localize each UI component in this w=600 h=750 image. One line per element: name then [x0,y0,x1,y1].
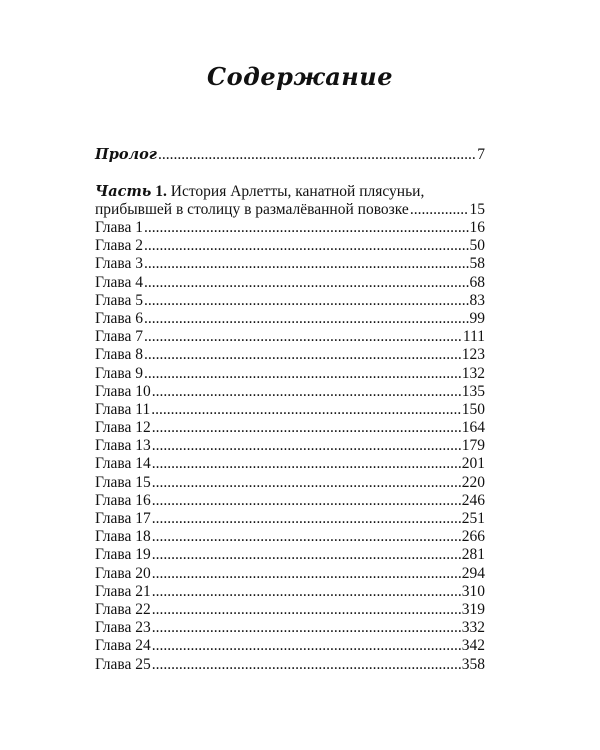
dot-leader [152,492,461,510]
dot-leader [152,583,461,601]
dot-leader [152,546,461,564]
toc-entry-page: 7 [477,146,485,163]
dot-leader [152,637,461,655]
toc-entry-chapter[interactable] [95,601,485,619]
dot-leader [152,455,461,473]
toc-entry-label: Глава 23 [95,619,151,637]
toc-entry-label: Глава 20 [95,564,151,582]
toc-entry-page: 83 [469,291,485,309]
part-number: 1. [155,183,167,200]
toc-entry-chapter[interactable] [95,474,485,492]
toc-entry-page: 266 [461,528,485,546]
dot-leader [152,510,461,528]
toc-entry-chapter[interactable] [95,274,485,292]
dot-leader [152,601,461,619]
toc-chapter-list [95,219,485,674]
part-prefix: Часть [95,183,152,200]
toc-entry-label: Глава 10 [95,382,151,400]
toc-entry-label: Глава 11 [95,400,151,418]
toc-entry-page: 201 [461,455,485,473]
toc-entry-page: 310 [461,582,485,600]
toc-entry-page: 150 [461,400,485,418]
toc-entry-page: 319 [461,600,485,618]
toc-entry-label: Глава 1 [95,219,144,236]
toc-part-1 [95,183,485,219]
toc-entry-page: 135 [461,382,485,400]
toc-entry-chapter[interactable] [95,401,485,419]
dot-leader [152,419,461,437]
toc-entry-chapter[interactable] [95,419,485,437]
toc-entry-label: Глава 14 [95,455,151,473]
toc-entry-chapter[interactable] [95,255,485,273]
toc-entry-chapter[interactable] [95,237,485,255]
toc-entry-label: Глава 15 [95,473,151,491]
toc-entry-label: Глава 4 [95,273,144,291]
toc-entry-page: 16 [469,219,485,236]
toc-entry-chapter[interactable] [95,546,485,564]
toc-entry-page: 294 [461,564,485,582]
toc-entry-page: 164 [461,419,485,437]
toc-entry-page: 58 [469,255,485,273]
toc-entry-label: Глава 17 [95,510,151,527]
dot-leader [144,365,461,383]
toc-entry-page: 68 [469,273,485,291]
toc-entry-label: Глава 3 [95,255,144,273]
toc-entry-page: 251 [461,510,485,527]
dot-leader [144,255,468,273]
toc-entry-label: Глава 19 [95,546,151,564]
toc-entry-page: 220 [461,473,485,491]
part-title-line2: прибывшей в столицу в размалёванной повозке [95,201,409,219]
toc-entry-page: 246 [461,491,485,509]
toc-entry-label: Глава 24 [95,637,151,655]
dot-leader [152,656,461,674]
toc-entry-chapter[interactable] [95,492,485,510]
toc-entry-label: Глава 12 [95,419,151,437]
toc-entry-label: Пролог [95,146,157,163]
toc-entry-label: Глава 25 [95,655,151,673]
toc-prolog [95,146,485,164]
dot-leader [152,383,461,401]
toc-entry-page: 50 [469,237,485,255]
toc-entry-page: 111 [462,328,485,346]
toc-entry-label: Глава 16 [95,491,151,509]
toc-entry-label: Глава 21 [95,582,151,600]
toc-entry-page: 99 [469,309,485,327]
toc-entry-chapter[interactable] [95,656,485,674]
toc-entry-chapter[interactable] [95,510,485,528]
toc-entry-chapter[interactable] [95,346,485,364]
toc-entry-page: 358 [461,655,485,673]
toc-entry-chapter[interactable] [95,619,485,637]
toc-entry-page: 281 [461,546,485,564]
toc-entry-label: Глава 6 [95,309,144,327]
toc-entry-label: Глава 7 [95,328,144,346]
toc-entry-label: Глава 9 [95,364,144,382]
toc-entry-chapter[interactable] [95,328,485,346]
toc-part-heading[interactable] [95,183,485,201]
toc-entry-chapter[interactable] [95,455,485,473]
dot-leader [152,437,461,455]
dot-leader [158,146,476,164]
toc-entry-label: Глава 5 [95,291,144,309]
toc-entry-chapter[interactable] [95,219,485,237]
toc-entry-chapter[interactable] [95,528,485,546]
toc-entry-chapter[interactable] [95,565,485,583]
dot-leader [144,346,461,364]
dot-leader [410,201,469,219]
dot-leader [151,401,461,419]
page-title: Содержание [207,62,393,91]
toc-entry-label: Глава 22 [95,600,151,618]
toc-entry-page: 179 [461,437,485,455]
toc-entry-page: 342 [461,637,485,655]
dot-leader [144,292,468,310]
toc-entry-prolog[interactable] [95,146,485,164]
dot-leader [152,474,461,492]
part-title-line1: История Арлетты, канатной плясуньи, [170,183,425,200]
dot-leader [144,328,462,346]
toc-entry-page: 15 [469,201,485,219]
dot-leader [144,310,468,328]
toc-entry-chapter[interactable] [95,365,485,383]
toc-entry-label: Глава 18 [95,528,151,546]
dot-leader [144,237,468,255]
toc-entry-chapter[interactable] [95,583,485,601]
toc-entry-label: Глава 13 [95,437,151,455]
dot-leader [152,619,461,637]
toc-entry-part-1[interactable] [95,201,485,219]
toc-entry-chapter[interactable] [95,437,485,455]
dot-leader [144,274,468,292]
toc-entry-label: Глава 2 [95,237,144,255]
toc-entry-chapter[interactable] [95,310,485,328]
dot-leader [144,219,468,237]
toc-entry-chapter[interactable] [95,637,485,655]
toc-entry-page: 123 [461,346,485,364]
toc-entry-page: 132 [461,364,485,382]
toc-entry-page: 332 [461,619,485,637]
toc-entry-label: Глава 8 [95,346,144,364]
toc-entry-chapter[interactable] [95,292,485,310]
toc-entry-chapter[interactable] [95,383,485,401]
dot-leader [152,528,461,546]
dot-leader [152,565,461,583]
